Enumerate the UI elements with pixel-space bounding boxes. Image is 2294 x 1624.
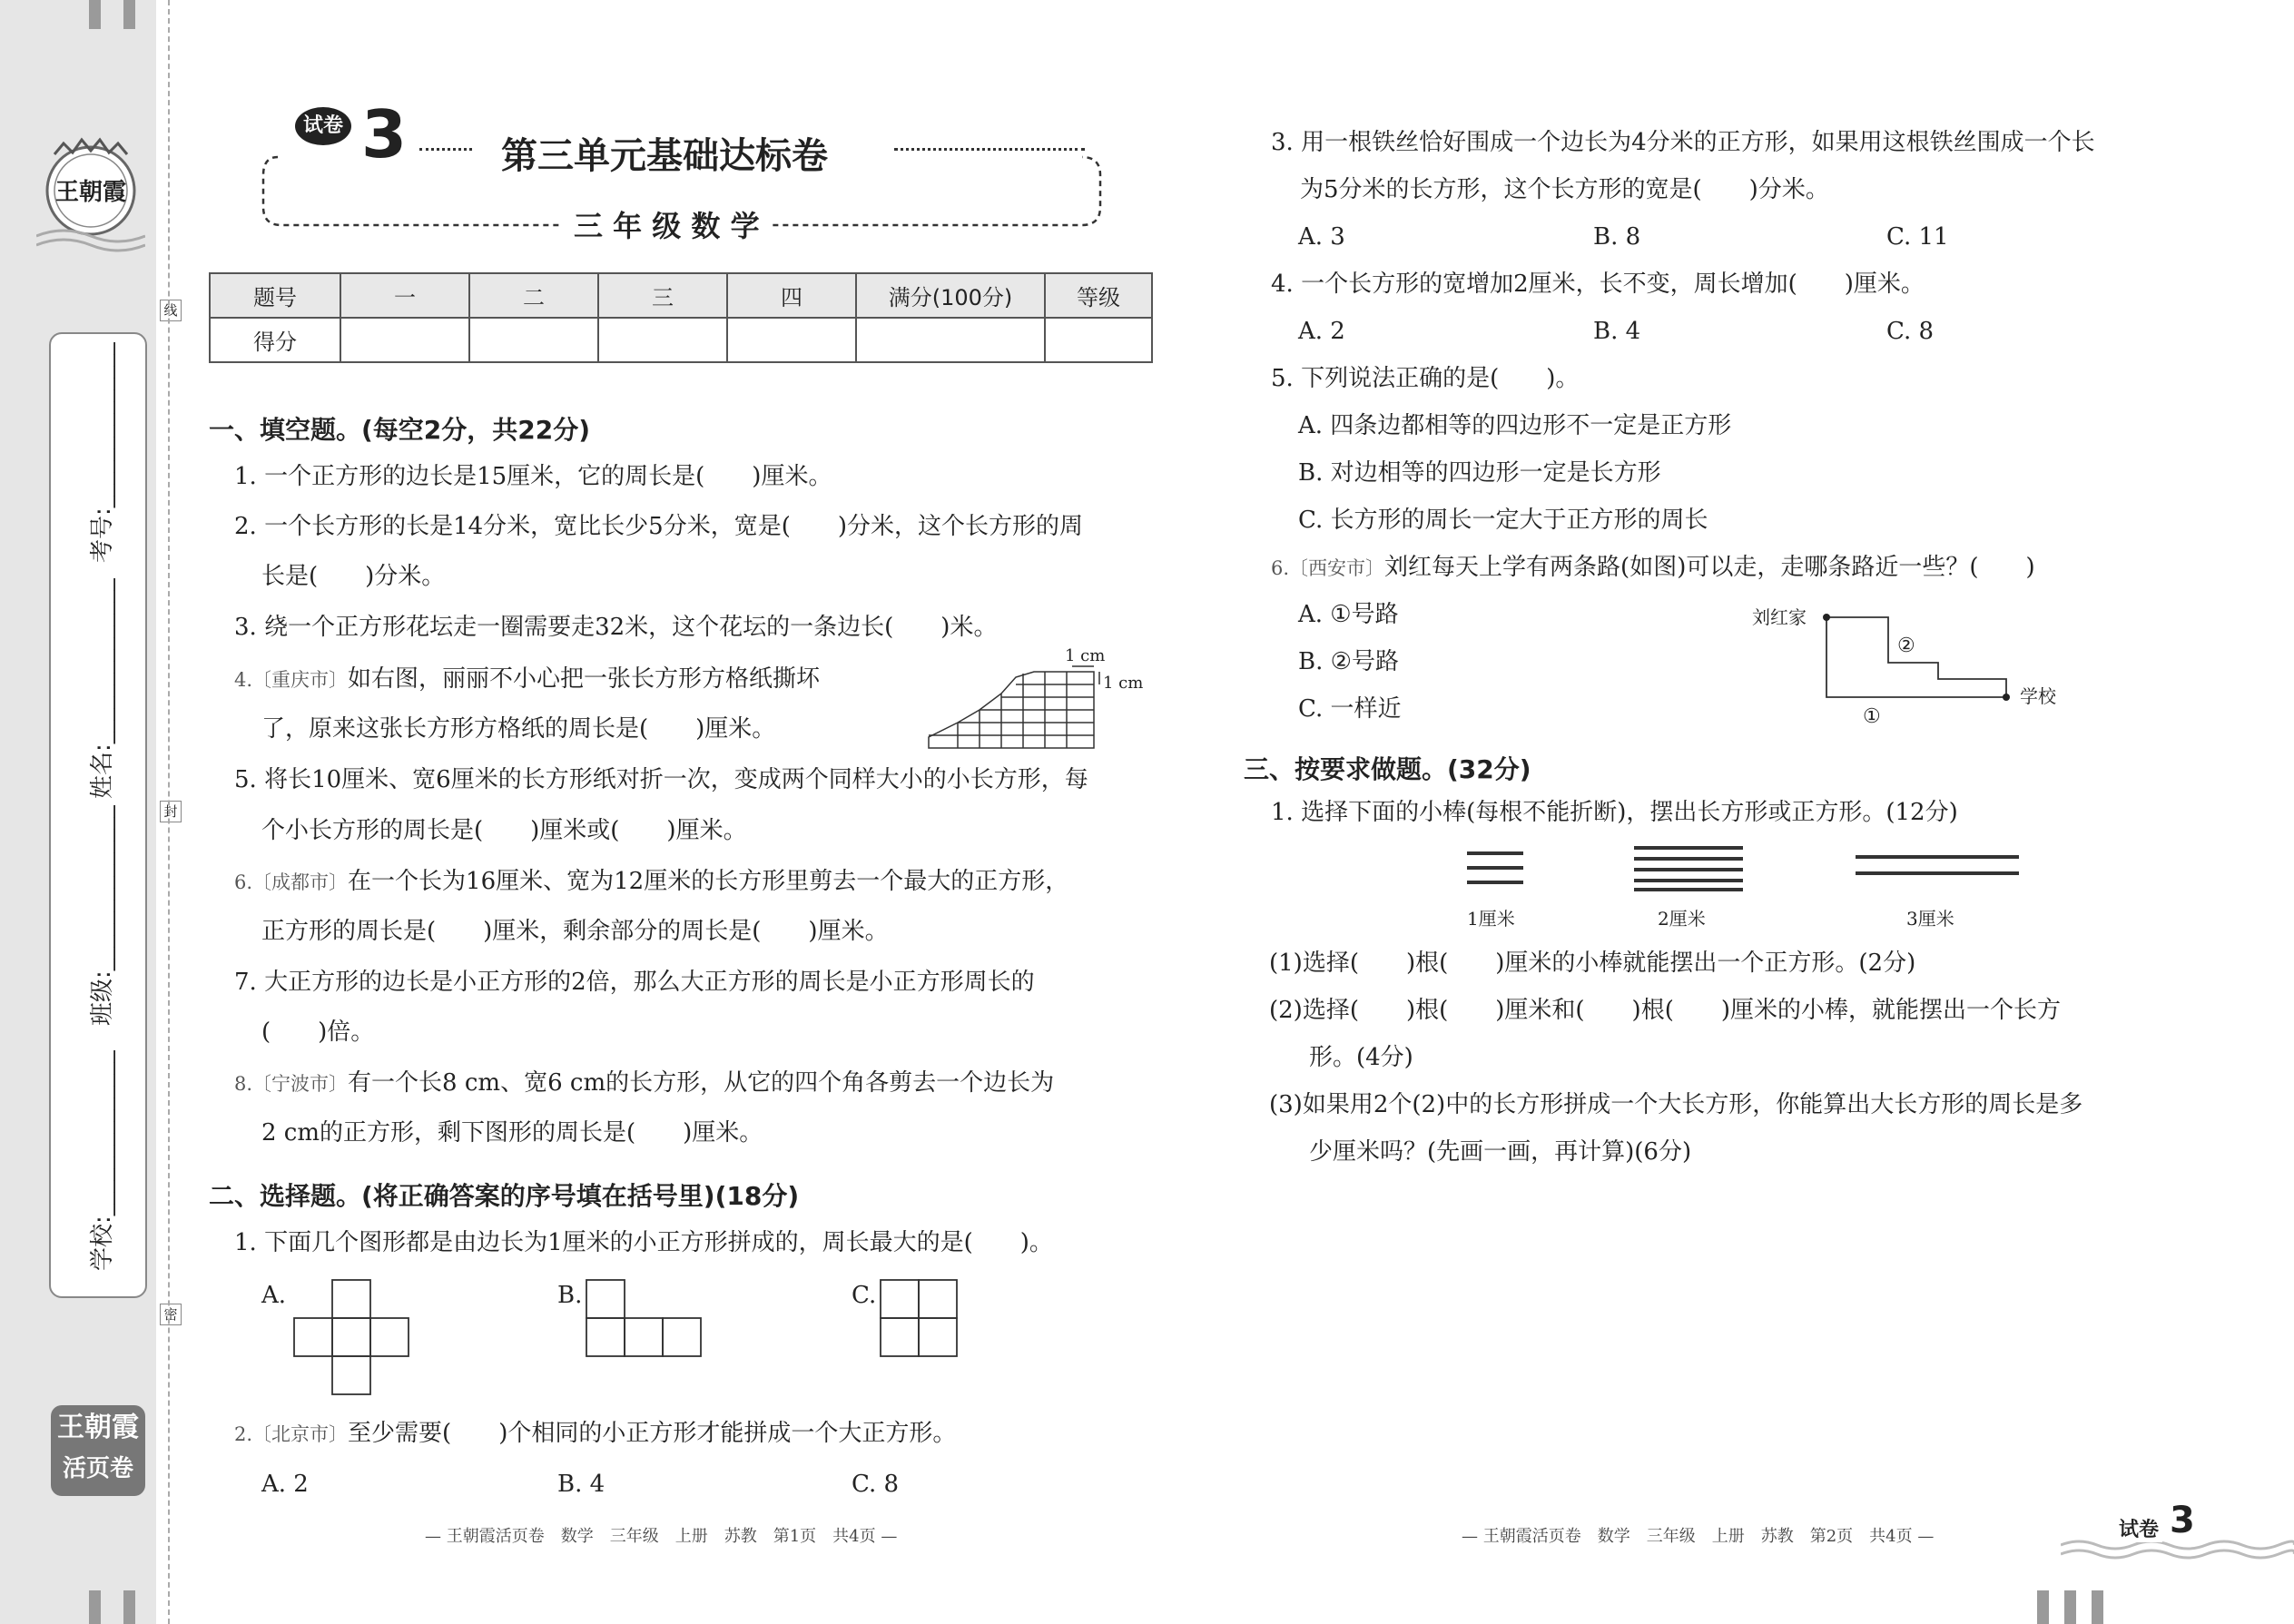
footer-paper-number: 3	[2170, 1500, 2195, 1541]
s1-q4-cont: 了，原来这张长方形方格纸的周长是( )厘米。	[261, 715, 776, 743]
fig-label-top: 1 cm	[1065, 646, 1106, 665]
s2-q2-opt-c: C. 8	[852, 1471, 900, 1498]
footer-paper-label: 试卷	[2115, 1514, 2162, 1542]
score-cell[interactable]	[469, 318, 598, 362]
binding-mark-seal: 封	[160, 801, 182, 822]
binding-tick	[2064, 1590, 2076, 1624]
s2-q2: 2.〔北京市〕至少需要( )个相同的小正方形才能拼成一个大正方形。	[234, 1420, 957, 1447]
shape-a-cross	[292, 1278, 412, 1398]
s2-q6-opt-c: C. 一样近	[1298, 695, 1402, 723]
map-label-school: 学校	[2020, 685, 2056, 707]
binding-tick	[2037, 1590, 2049, 1624]
s2-q4-opt-c: C. 8	[1886, 318, 1935, 345]
s2-q6-opt-a: A. ①号路	[1298, 601, 1399, 628]
map-label-home: 刘红家	[1752, 606, 1807, 628]
binding-tick	[2092, 1590, 2103, 1624]
score-table-row	[210, 318, 1152, 362]
s1-q7-cont: ( )倍。	[261, 1019, 375, 1046]
s1-q5: 5. 将长10厘米、宽6厘米的长方形纸对折一次，变成两个同样大小的小长方形，每	[234, 766, 1088, 793]
s3-q1: 1. 选择下面的小棒(每根不能折断)，摆出长方形或正方形。(12分)	[1271, 799, 1958, 826]
s3-sub2-cont: 形。(4分)	[1309, 1044, 1413, 1071]
s2-q1-opt-c: C.	[852, 1282, 877, 1309]
score-cell[interactable]	[856, 318, 1045, 362]
s1-q7: 7. 大正方形的边长是小正方形的2倍，那么大正方形的周长是小正方形周长的	[234, 969, 1035, 996]
score-header-cell: 等级	[1045, 273, 1152, 318]
s1-q8: 8.〔宁波市〕有一个长8 cm、宽6 cm的长方形，从它的四个角各剪去一个边长为	[234, 1069, 1055, 1097]
score-cell[interactable]	[598, 318, 727, 362]
s3-sub1: (1)选择( )根( )厘米的小棒就能摆出一个正方形。(2分)	[1269, 950, 1916, 977]
s2-q5: 5. 下列说法正确的是( )。	[1271, 365, 1580, 392]
paper-label-badge: 试卷	[295, 107, 351, 145]
region-tag: 4.〔重庆市〕	[234, 669, 349, 691]
region-tag: 2.〔北京市〕	[234, 1423, 349, 1445]
score-cell[interactable]	[1045, 318, 1152, 362]
footer-right: — 王朝霞活页卷 数学 三年级 上册 苏教 第2页 共4页 —	[1462, 1527, 1935, 1546]
s1-q6: 6.〔成都市〕在一个长为16厘米、宽为12厘米的长方形里剪去一个最大的正方形，	[234, 868, 1069, 895]
s1-q3: 3. 绕一个正方形花坛走一圈需要走32米，这个花坛的一条边长( )米。	[234, 614, 998, 641]
route-map	[1743, 599, 2070, 731]
s3-sub3: (3)如果用2个(2)中的长方形拼成一个大长方形，你能算出大长方形的周长是多	[1269, 1091, 2083, 1118]
score-header-cell: 满分(100分)	[856, 273, 1045, 318]
s2-q3-opt-a: A. 3	[1298, 223, 1345, 251]
title-dots-right	[894, 148, 1085, 151]
section3-title: 三、按要求做题。(32分)	[1244, 754, 1531, 784]
region-tag: 6.〔成都市〕	[234, 871, 349, 893]
s1-q1: 1. 一个正方形的边长是15厘米，它的周长是( )厘米。	[234, 463, 832, 490]
s1-q8-cont: 2 cm的正方形，剩下图形的周长是( )厘米。	[261, 1119, 763, 1147]
score-row-label: 得分	[210, 318, 340, 362]
exam-number-field[interactable]: 考号:______________	[89, 342, 116, 563]
sticks-figure	[1452, 842, 2033, 933]
region-tag: 6.〔西安市〕	[1271, 557, 1385, 579]
s2-q2-opt-a: A. 2	[261, 1471, 309, 1498]
s2-q4: 4. 一个长方形的宽增加2厘米，长不变，周长增加( )厘米。	[1271, 271, 1925, 298]
paper-number: 3	[361, 96, 408, 172]
s1-q6-cont: 正方形的周长是( )厘米，剩余部分的周长是( )厘米。	[261, 918, 889, 945]
binding-mark-line: 线	[160, 300, 182, 321]
binding-tick	[123, 1590, 135, 1624]
score-header-cell: 一	[340, 273, 469, 318]
score-cell[interactable]	[727, 318, 856, 362]
score-table	[209, 272, 1153, 363]
section1-title: 一、填空题。(每空2分，共22分)	[209, 415, 591, 445]
s2-q6: 6.〔西安市〕刘红每天上学有两条路(如图)可以走，走哪条路近一些？( )	[1271, 554, 2035, 581]
s2-q3-opt-c: C. 11	[1886, 223, 1949, 251]
fig-label-right: 1 cm	[1103, 674, 1144, 693]
map-label-route1: ①	[1863, 705, 1881, 728]
svg-text:王朝霞: 王朝霞	[54, 179, 127, 206]
shape-b-l	[585, 1278, 704, 1360]
s2-q5-opt-b: B. 对边相等的四边形一定是长方形	[1298, 459, 1661, 487]
score-header-cell: 四	[727, 273, 856, 318]
s2-q1: 1. 下面几个图形都是由边长为1厘米的小正方形拼成的，周长最大的是( )。	[234, 1229, 1053, 1256]
s2-q3-opt-b: B. 8	[1593, 223, 1641, 251]
brand-stamp-text: 活页卷	[62, 1455, 133, 1482]
stick-label-1: 1厘米	[1467, 908, 1515, 930]
s2-q6-opt-b: B. ②号路	[1298, 648, 1399, 675]
s2-q5-opt-c: C. 长方形的周长一定大于正方形的周长	[1298, 507, 1708, 534]
s2-q4-opt-b: B. 4	[1593, 318, 1641, 345]
school-field[interactable]: 学校:______________	[89, 1050, 116, 1271]
cut-line	[168, 0, 170, 1624]
s3-sub2: (2)选择( )根( )厘米和( )根( )厘米的小棒，就能摆出一个长方	[1269, 997, 2061, 1024]
score-table-header-row	[210, 273, 1152, 318]
s2-q1-opt-a: A.	[261, 1282, 287, 1309]
torn-grid-figure	[921, 646, 1157, 752]
s1-q2-cont: 长是( )分米。	[261, 563, 446, 590]
s2-q4-opt-a: A. 2	[1298, 318, 1345, 345]
region-tag: 8.〔宁波市〕	[234, 1073, 349, 1095]
footer-left: — 王朝霞活页卷 数学 三年级 上册 苏教 第1页 共4页 —	[425, 1527, 898, 1546]
score-header-cell: 二	[469, 273, 598, 318]
s1-q2: 2. 一个长方形的长是14分米，宽比长少5分米，宽是( )分米，这个长方形的周	[234, 513, 1083, 540]
score-header-cell: 题号	[210, 273, 340, 318]
s2-q2-opt-b: B. 4	[557, 1471, 605, 1498]
brand-logo-icon	[36, 127, 145, 254]
binding-tick	[89, 0, 101, 29]
section2-title: 二、选择题。(将正确答案的序号填在括号里)(18分)	[209, 1181, 800, 1211]
stick-label-2: 2厘米	[1658, 908, 1706, 930]
s3-sub3-cont: 少厘米吗？(先画一画，再计算)(6分)	[1309, 1138, 1692, 1166]
page-title: 第三单元基础达标卷	[501, 135, 828, 177]
s2-q3: 3. 用一根铁丝恰好围成一个边长为4分米的正方形，如果用这根铁丝围成一个长	[1271, 129, 2095, 156]
binding-tick	[123, 0, 135, 29]
stick-label-3: 3厘米	[1906, 908, 1954, 930]
map-label-route2: ②	[1897, 635, 1915, 657]
title-dots-left	[419, 148, 472, 151]
s2-q5-opt-a: A. 四条边都相等的四边形不一定是正方形	[1298, 412, 1732, 439]
brand-stamp-name: 王朝霞	[57, 1412, 139, 1443]
score-cell[interactable]	[340, 318, 469, 362]
s1-q4: 4.〔重庆市〕如右图，丽丽不小心把一张长方形方格纸撕坏	[234, 665, 821, 693]
page-subtitle: 三 年 级 数 学	[563, 203, 771, 245]
binding-mark-dense: 密	[160, 1304, 182, 1325]
binding-tick	[89, 1590, 101, 1624]
class-field[interactable]: 班级:______________	[89, 805, 116, 1026]
s1-q5-cont: 个小长方形的周长是( )厘米或( )厘米。	[261, 817, 747, 844]
s2-q3-cont: 为5分米的长方形，这个长方形的宽是( )分米。	[1300, 176, 1829, 203]
brand-stamp	[51, 1405, 145, 1496]
score-header-cell: 三	[598, 273, 727, 318]
shape-c-square	[879, 1278, 960, 1360]
name-field[interactable]: 姓名:______________	[89, 578, 116, 799]
s2-q1-opt-b: B.	[557, 1282, 583, 1309]
